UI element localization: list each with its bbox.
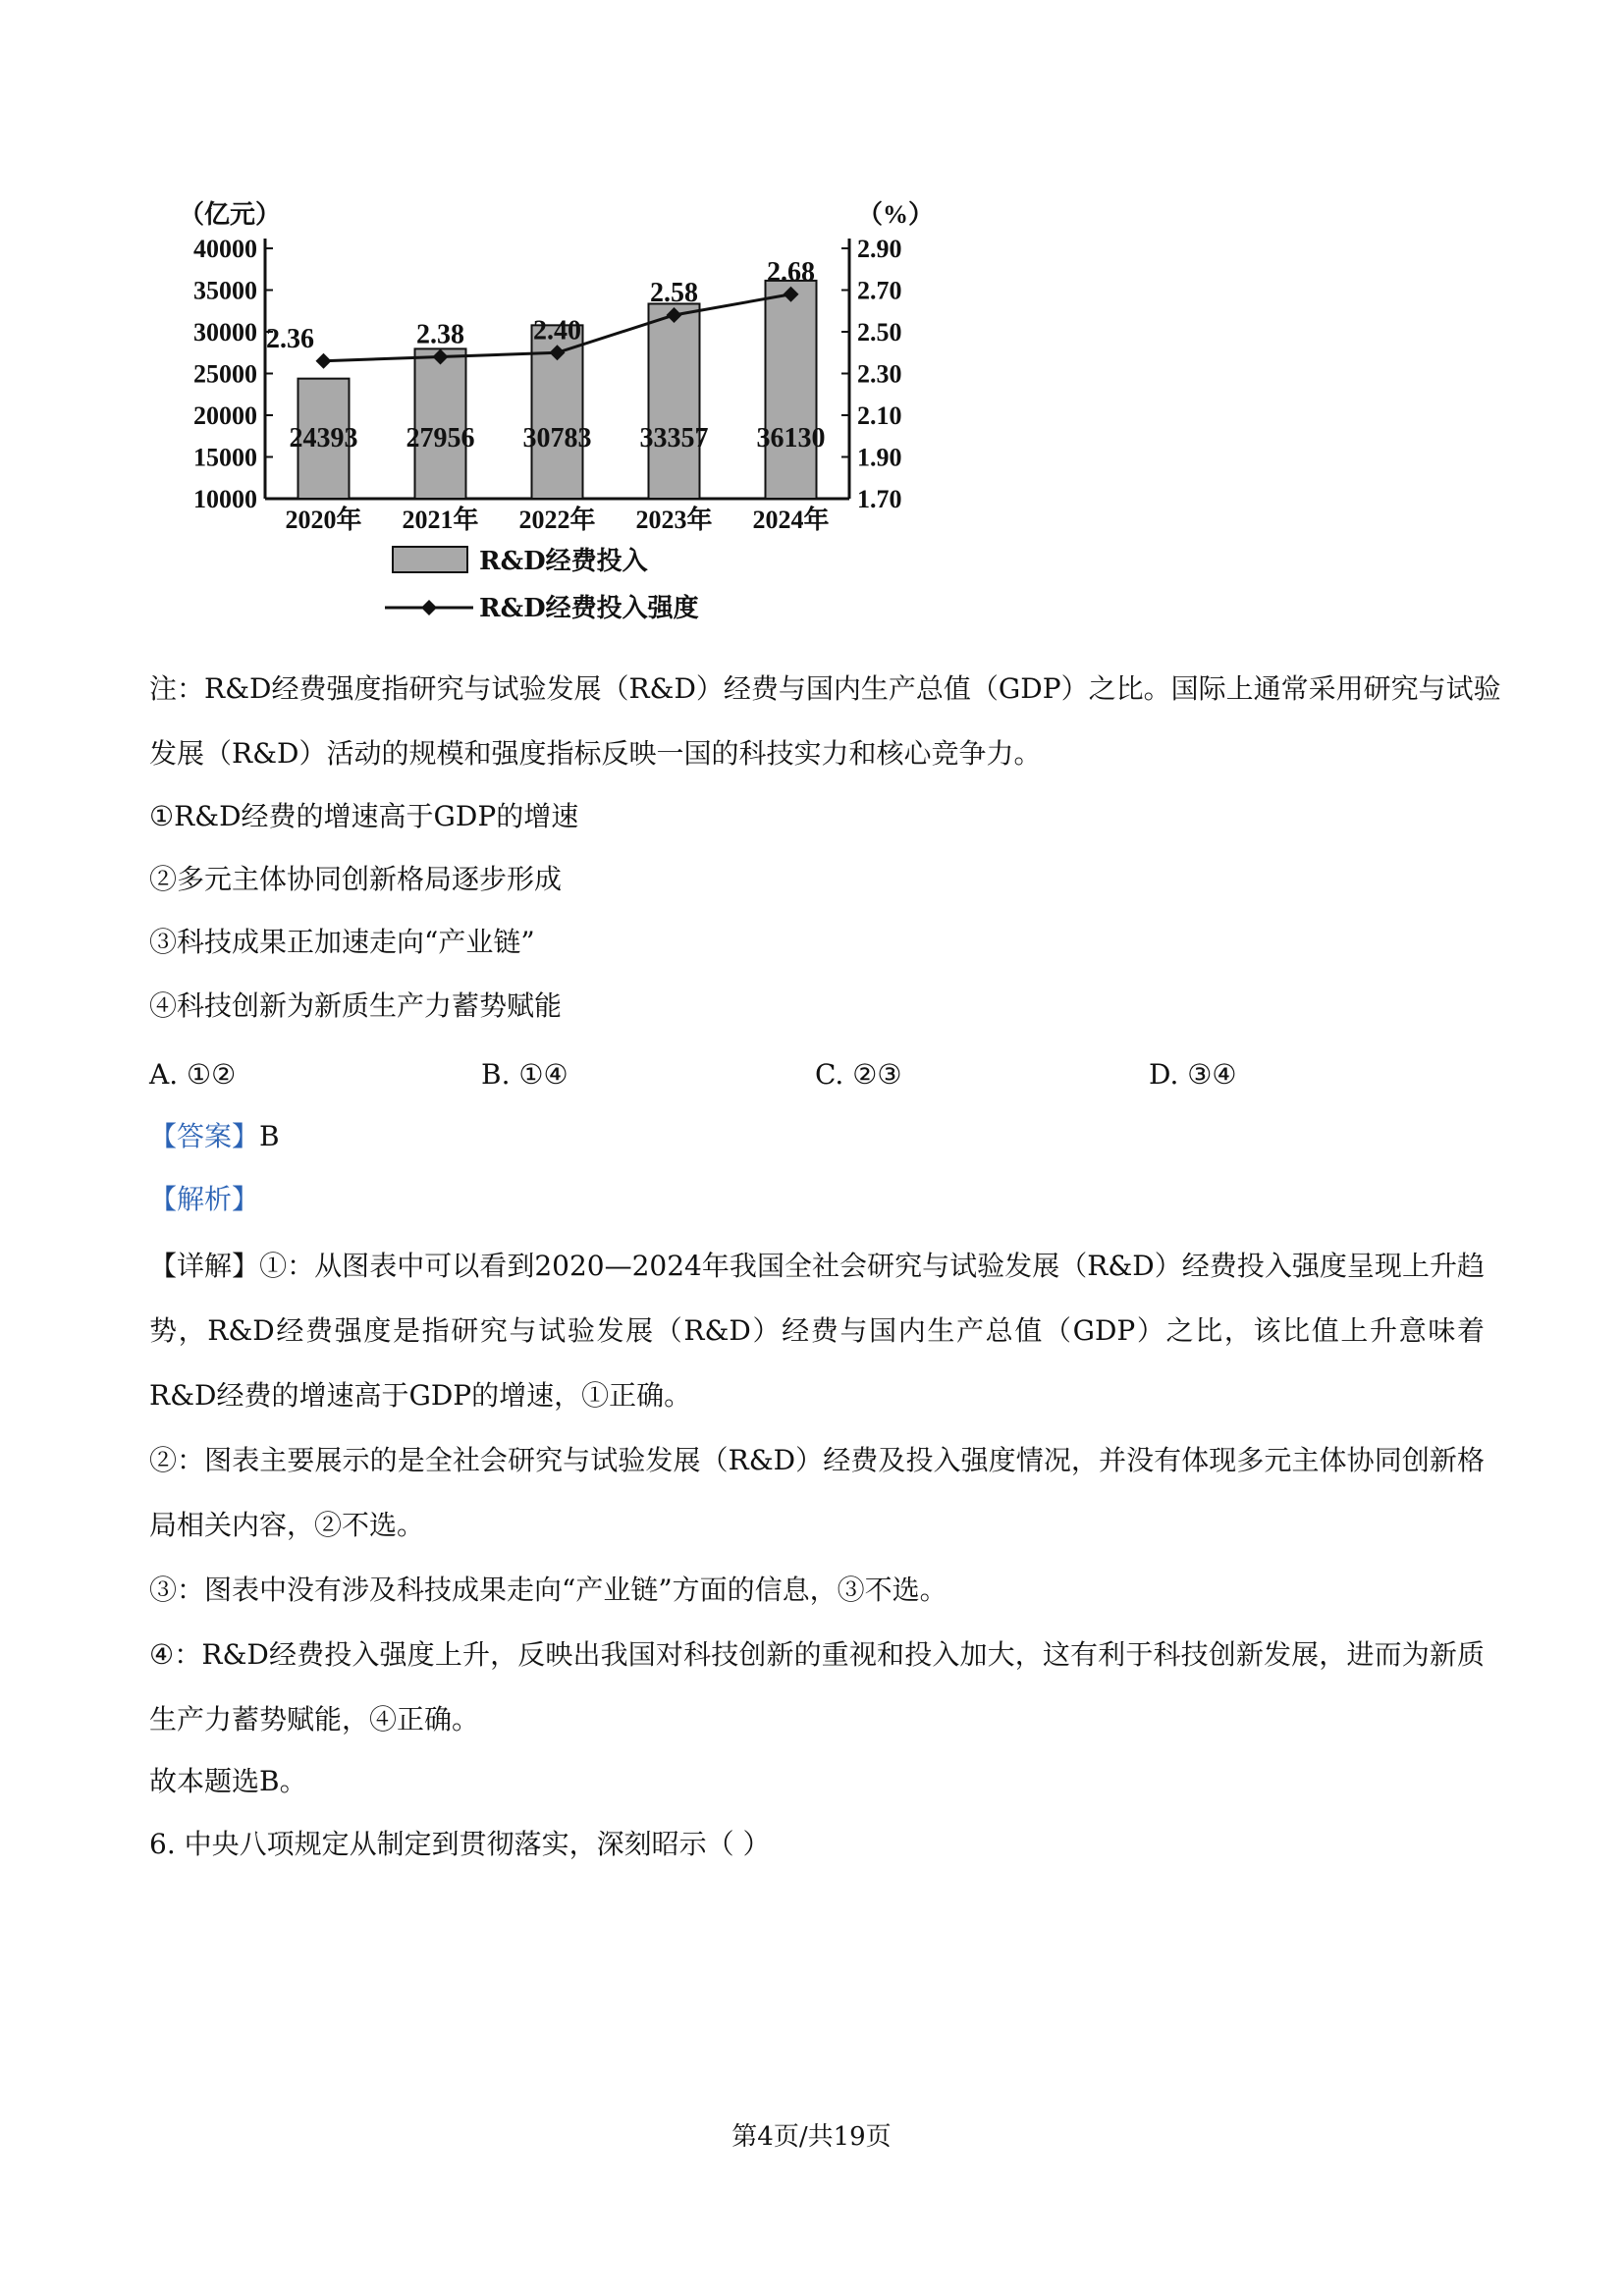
- right-tick-label: 2.10: [857, 401, 902, 430]
- x-tick-label: 2023年: [635, 506, 713, 534]
- detail-tag: 【详解】: [149, 1250, 260, 1282]
- left-tick-label: 30000: [193, 318, 257, 347]
- note-line-2: 发展（R&D）活动的规模和强度指标反映一国的科技实力和核心竞争力。: [149, 737, 1042, 770]
- left-tick-label: 10000: [193, 485, 257, 513]
- right-tick-label: 1.90: [857, 443, 902, 472]
- bar-value-label: 27956: [406, 423, 475, 454]
- line-value-label: 2.68: [767, 256, 815, 288]
- detail-paragraph-3: ③：图表中没有涉及科技成果走向“产业链”方面的信息，③不选。: [149, 1574, 947, 1606]
- bar: [649, 303, 700, 499]
- line-value-label: 2.36: [266, 323, 314, 354]
- right-axis-unit: （%）: [857, 200, 935, 229]
- left-tick-label: 20000: [193, 401, 257, 430]
- x-tick-label: 2024年: [752, 506, 830, 534]
- legend-bar-swatch: [393, 547, 467, 572]
- bar-value-label: 36130: [756, 423, 826, 454]
- bar-value-label: 33357: [639, 423, 709, 454]
- left-tick-label: 15000: [193, 443, 257, 472]
- statement-2: ②多元主体协同创新格局逐步形成: [149, 863, 563, 895]
- answer-value: B: [259, 1120, 280, 1152]
- detail-paragraph-2: ②：图表主要展示的是全社会研究与试验发展（R&D）经费及投入强度情况，并没有体现多元主体协同创新格局相关内容，②不选。: [149, 1444, 1485, 1541]
- option-d: D. ③④: [1149, 1058, 1237, 1091]
- answer-tag: 【答案】: [149, 1120, 260, 1152]
- plot-area: [193, 235, 902, 534]
- left-axis-unit: （亿元）: [179, 200, 282, 229]
- detail-paragraph-4: ④：R&D经费投入强度上升，反映出我国对科技创新的重视和投入加大，这有利于科技创新发展，进而为新质生产力蓄势赋能，④正确。: [149, 1638, 1485, 1735]
- right-tick-label: 1.70: [857, 485, 902, 513]
- line-value-label: 2.38: [416, 319, 464, 350]
- line-point: [316, 353, 332, 369]
- bar-value-label: 24393: [289, 423, 358, 454]
- legend-diamond-icon: [421, 600, 437, 615]
- right-tick-label: 2.30: [857, 359, 902, 389]
- statement-1: ①R&D经费的增速高于GDP的增速: [149, 800, 579, 832]
- answer-line: [149, 1120, 280, 1152]
- option-c: C. ②③: [815, 1058, 902, 1091]
- x-tick-label: 2022年: [518, 506, 596, 534]
- next-question: 6. 中央八项规定从制定到贯彻落实，深刻昭示（ ）: [149, 1828, 771, 1860]
- right-tick-label: 2.50: [857, 318, 902, 347]
- bar: [766, 281, 817, 499]
- rd-chart: [167, 191, 952, 643]
- note-line-1: 注：R&D经费强度指研究与试验发展（R&D）经费与国内生产总值（GDP）之比。国际上通常采用研究与试验: [149, 672, 1501, 705]
- option-a: A. ①②: [149, 1058, 237, 1091]
- conclusion: 故本题选B。: [149, 1765, 307, 1797]
- line-value-label: 2.40: [533, 315, 581, 347]
- left-tick-label: 40000: [193, 235, 257, 263]
- x-tick-label: 2020年: [285, 506, 362, 534]
- legend-bar-label: R&D经费投入: [479, 547, 648, 576]
- statement-4: ④科技创新为新质生产力蓄势赋能: [149, 989, 563, 1022]
- right-tick-label: 2.70: [857, 276, 902, 305]
- analysis-tag: 【解析】: [149, 1183, 260, 1215]
- left-tick-label: 35000: [193, 276, 257, 305]
- x-tick-label: 2021年: [402, 506, 479, 534]
- legend-line-label: R&D经费投入强度: [479, 594, 699, 623]
- detail-text-1: ①：从图表中可以看到2020—2024年我国全社会研究与试验发展（R&D）经费投入强度呈现上升趋势，R&D经费强度是指研究与试验发展（R&D）经费与国内生产总值（GDP）之比，该比值上升意味着R&D经费的增速高于GDP的增速，①正确。: [149, 1250, 1485, 1412]
- left-tick-label: 25000: [193, 359, 257, 389]
- detail-paragraph-1: [149, 1234, 1485, 1428]
- line-value-label: 2.58: [650, 278, 698, 308]
- legend: [385, 546, 699, 623]
- statement-3: ③科技成果正加速走向“产业链”: [149, 926, 535, 958]
- bar-value-label: 30783: [522, 423, 592, 454]
- option-b: B. ①④: [481, 1058, 568, 1091]
- right-tick-label: 2.90: [857, 235, 902, 263]
- page-footer: 第4页/共19页: [731, 2122, 892, 2152]
